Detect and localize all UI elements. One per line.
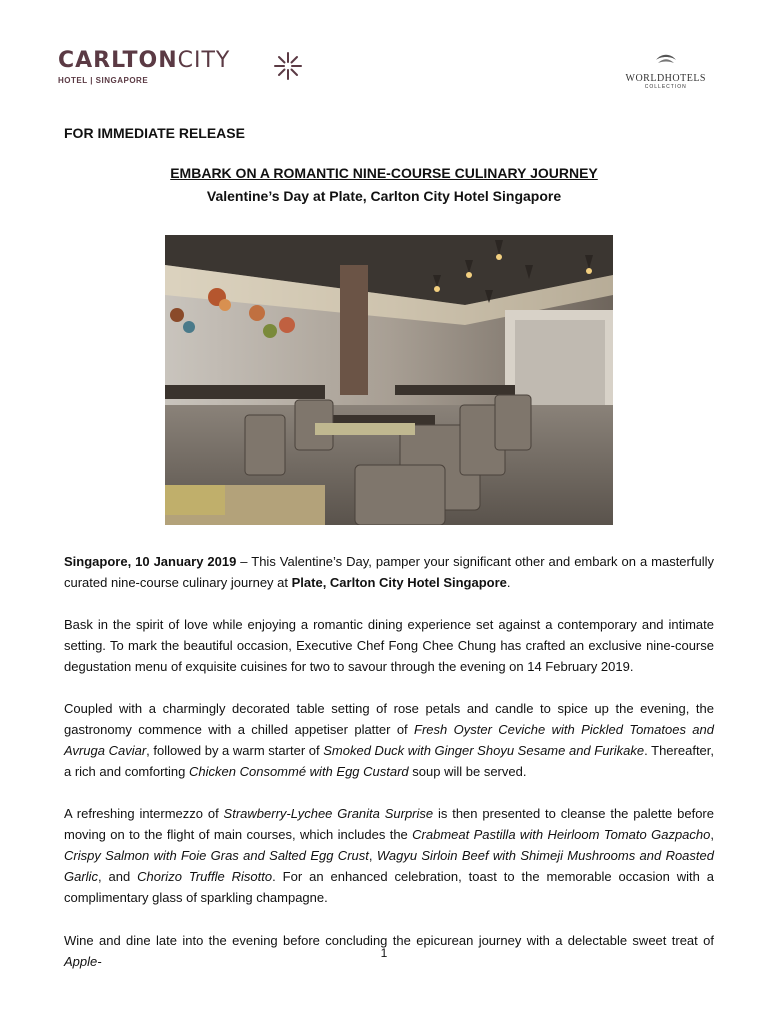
headline: EMBARK ON A ROMANTIC NINE-COURSE CULINARY JOURNEY <box>170 165 598 181</box>
page-number: 1 <box>380 946 388 960</box>
worldhotels-sub: COLLECTION <box>644 84 687 90</box>
release-label: FOR IMMEDIATE RELEASE <box>64 125 245 141</box>
paragraph-mains: A refreshing intermezzo of Strawberry-Lychee Granita Surprise is then presented to cleanse the palette before moving on to the flight of main courses, which includes the Crabmeat Pastilla with Heirloom Tomato Gazpacho, Crispy Salmon with Foie Gras and Salted Egg Crust, Wagyu Sirloin Beef with Shimeji Mushrooms and Roasted Garlic, and Chorizo Truffle Risotto. For an enhanced celebration, toast to the memorable occasion with a complimentary glass of sparkling champagne. <box>64 806 715 905</box>
carlton-city-logo <box>58 50 230 85</box>
worldhotels-name: WORLDHOTELS <box>625 73 706 84</box>
restaurant-photo <box>165 235 613 525</box>
subheadline: Valentine’s Day at Plate, Carlton City Hotel Singapore <box>206 188 562 204</box>
logo-text-carlton: CARLTON <box>58 48 178 73</box>
paragraph-setting: Bask in the spirit of love while enjoying a romantic dining experience set against a contemporary and intimate setting. To mark the beautiful occasion, Executive Chef Fong Chee Chung has crafted an exclusive nine-course degustation menu of exquisite cuisines for two to savour through the evening on 14 February 2019. <box>64 617 714 674</box>
logo-subtitle: HOTEL | SINGAPORE <box>58 76 149 85</box>
paragraph-dessert: Wine and dine late into the evening before concluding the epicurean journey with a delectable sweet treat of Apple- <box>64 933 714 969</box>
worldhotels-logo <box>626 52 707 90</box>
worldhotels-emblem-icon <box>653 52 679 68</box>
starburst-icon <box>272 50 304 82</box>
paragraph-appetiser: Coupled with a charmingly decorated table setting of rose petals and candle to spice up the evening, the gastronomy commence with a chilled appetiser platter of Fresh Oyster Ceviche with Pickled Tomatoes and Avruga Caviar, followed by a warm starter of Smoked Duck with Ginger Shoyu Sesame and Furikake. Thereafter, a rich and comforting Chicken Consommé with Egg Custard soup will be served. <box>64 701 715 779</box>
logo-text-city: CITY <box>177 48 231 73</box>
dateline: Singapore, 10 January 2019 <box>64 554 237 569</box>
paragraph-intro: Singapore, 10 January 2019 – This Valentine’s Day, pamper your significant other and embark on a masterfully curated nine-course culinary journey at Plate, Carlton City Hotel Singapore. <box>64 554 714 590</box>
